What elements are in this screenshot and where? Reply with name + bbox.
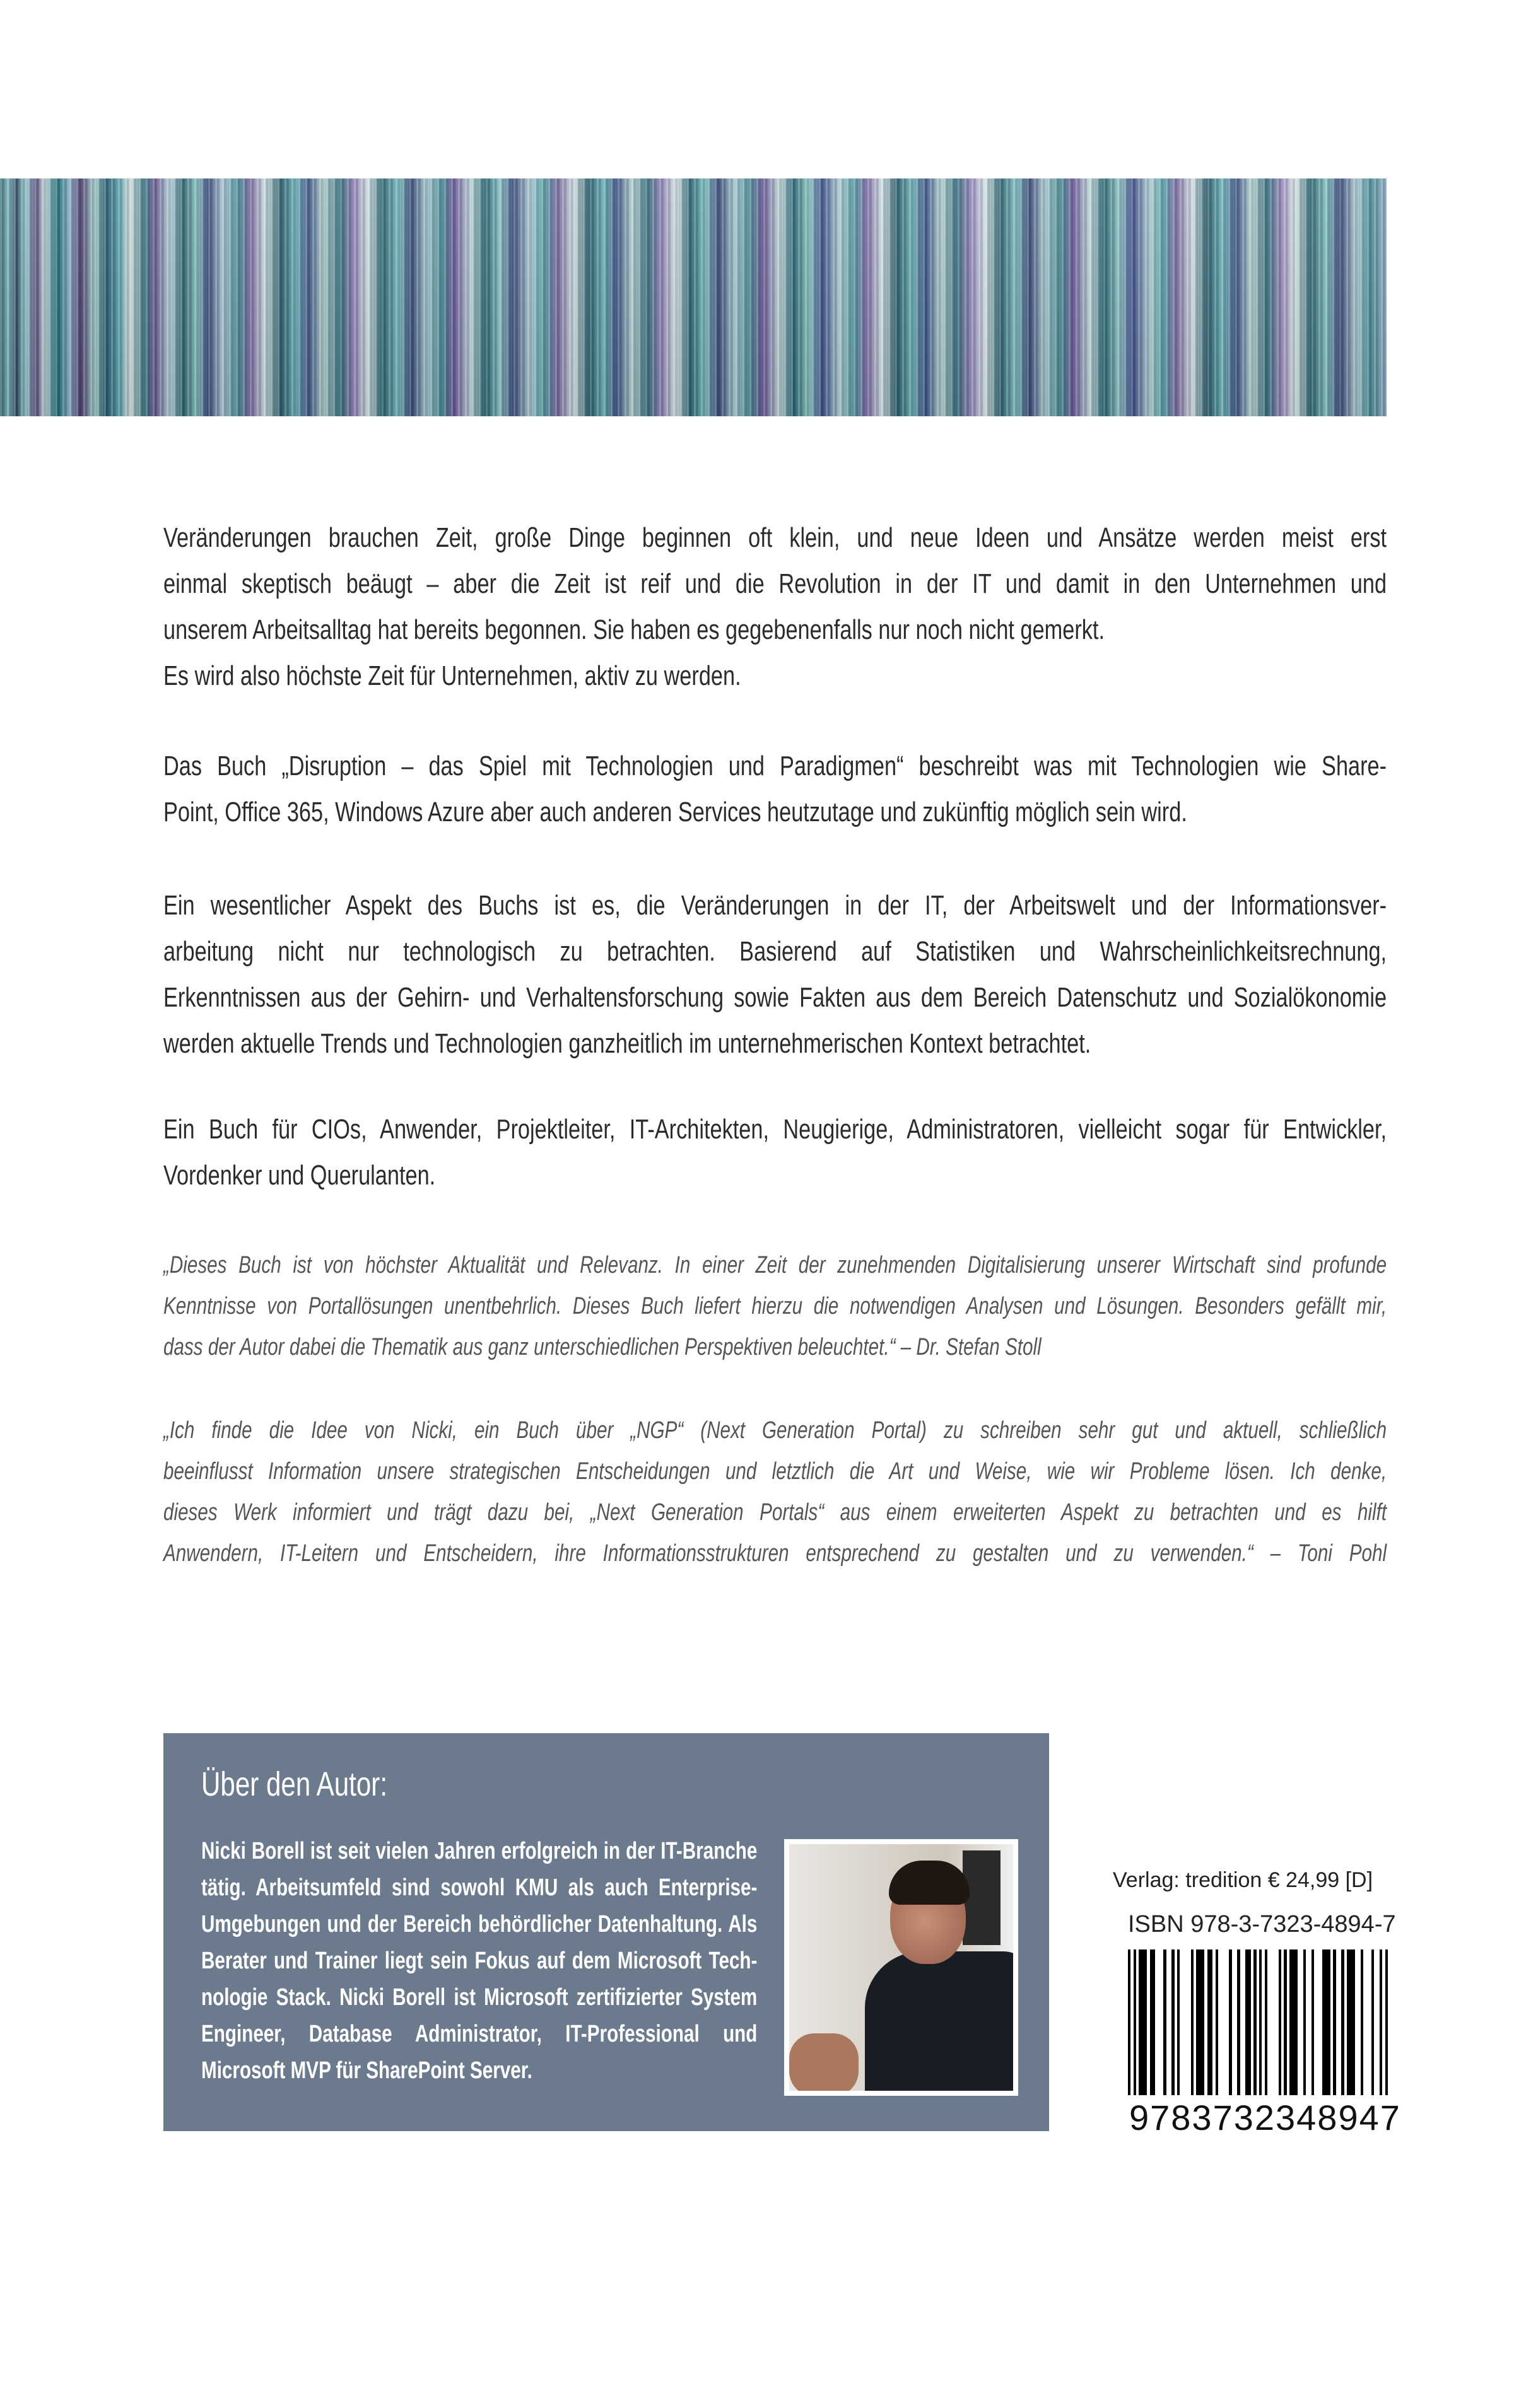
text-line: Das Buch „Disruption – das Spiel mit Technologien und Paradigmen“ beschreibt was mit Technologien wie Share- (163, 751, 1387, 781)
quote-stefan-stoll (163, 1245, 1387, 1368)
barcode-bar (1333, 1949, 1335, 2095)
barcode-bar (1380, 1949, 1382, 2095)
text-line: unserem Arbeitsalltag hat bereits begonnen. Sie haben es gegebenenfalls nur noch nicht gemerkt. (163, 614, 1105, 645)
author-heading: Über den Autor: (201, 1765, 388, 1803)
barcode-bar (1371, 1949, 1374, 2095)
barcode-bar (1207, 1949, 1213, 2095)
quote-line: „Ich finde die Idee von Nicki, ein Buch über „NGP“ (Next Generation Portal) zu schreiben sehr gut und aktuell, schließlich (163, 1417, 1387, 1444)
ean-barcode (1128, 1949, 1388, 2095)
ean-digits: 9783732348947 (1129, 2098, 1401, 2137)
text-line: Ein wesentlicher Aspekt des Buchs ist es, die Veränderungen in der IT, der Arbeitswelt und der Informationsver- (163, 890, 1387, 921)
barcode-bar (1163, 1949, 1166, 2095)
publisher-price: Verlag: tredition € 24,99 [D] (1113, 1868, 1373, 1892)
barcode-bar (1265, 1949, 1267, 2095)
text-line: einmal skeptisch beäugt – aber die Zeit ist reif und die Revolution in der IT und damit in den Unternehmen und (163, 568, 1387, 599)
quote-toni-pohl (163, 1410, 1387, 1574)
barcode-bar (1385, 1949, 1388, 2095)
barcode-bar (1322, 1949, 1330, 2095)
photo-person-body (865, 1951, 1018, 2096)
bio-line: Umgebungen und der Bereich behördlicher Datenhaltung. Als (201, 1911, 758, 1938)
bio-line: Berater und Trainer liegt sein Fokus auf dem Microsoft Tech- (201, 1948, 758, 1974)
barcode-bar (1196, 1949, 1204, 2095)
bio-line: Nicki Borell ist seit vielen Jahren erfolgreich in der IT-Branche (201, 1838, 758, 1864)
cover-stripe-banner (0, 178, 1387, 416)
description-paragraph-2 (163, 743, 1387, 835)
barcode-bar (1253, 1949, 1256, 2095)
quote-line: Kenntnisse von Portallösungen unentbehrlich. Dieses Buch liefert hierzu die notwendigen Analysen und Lösungen. Besonders gefällt mir, (163, 1293, 1387, 1319)
text-line: Vordenker und Querulanten. (163, 1160, 436, 1191)
quote-line: dieses Werk informiert und trägt dazu bei, „Next Generation Portals“ aus einem erweiterten Aspekt zu betrachten und es hilft (163, 1499, 1387, 1526)
barcode-bar (1134, 1949, 1136, 2095)
text-line: arbeitung nicht nur technologisch zu betrachten. Basierend auf Statistiken und Wahrscheinlichkeitsrechnung, (163, 936, 1387, 967)
barcode-bar (1312, 1949, 1314, 2095)
barcode-bar (1341, 1949, 1344, 2095)
barcode-bar (1245, 1949, 1251, 2095)
barcode-bar (1347, 1949, 1355, 2095)
barcode-bar (1279, 1949, 1281, 2095)
barcode-bar (1289, 1949, 1298, 2095)
barcode-bar (1128, 1949, 1130, 2095)
barcode-bar (1177, 1949, 1180, 2095)
barcode-bar (1150, 1949, 1156, 2095)
author-box (163, 1733, 1049, 2131)
quote-line: beeinflusst Information unsere strategischen Entscheidungen und letztlich die Art und Weise, wie wir Probleme lösen. Ich denke, (163, 1458, 1387, 1485)
barcode-bar (1216, 1949, 1218, 2095)
text-line: Ein Buch für CIOs, Anwender, Projektleiter, IT-Architekten, Neugierige, Administratoren, vielleicht sogar für Entwickler, (163, 1114, 1387, 1145)
barcode-bar (1284, 1949, 1286, 2095)
barcode-bar (1361, 1949, 1363, 2095)
photo-person-hand (789, 2033, 859, 2096)
author-photo (784, 1839, 1018, 2096)
quote-line: Anwendern, IT-Leitern und Entscheidern, ihre Informationsstrukturen entsprechend zu gestalten und zu verwenden.“ – Toni Pohl (163, 1540, 1387, 1567)
barcode-bar (1191, 1949, 1194, 2095)
description-paragraph-4 (163, 1106, 1387, 1198)
text-line: Erkenntnissen aus der Gehirn- und Verhaltensforschung sowie Fakten aus dem Bereich Datenschutz und Sozialökonomie (163, 982, 1387, 1013)
quote-line: „Dieses Buch ist von höchster Aktualität und Relevanz. In einer Zeit der zunehmenden Digitalisierung unserer Wirtschaft sind profunde (163, 1252, 1387, 1278)
quote-line: dass der Autor dabei die Thematik aus ganz unterschiedlichen Perspektiven beleuchtet.“ – Dr. Stefan Stoll (163, 1334, 1042, 1360)
barcode-bar (1139, 1949, 1147, 2095)
text-line: Es wird also höchste Zeit für Unternehmen, aktiv zu werden. (163, 660, 741, 691)
description-paragraph-3 (163, 882, 1387, 1067)
barcode-bar (1171, 1949, 1174, 2095)
bio-line: nologie Stack. Nicki Borell ist Microsoft zertifizierter System (201, 1984, 758, 2011)
text-line: Veränderungen brauchen Zeit, große Dinge beginnen oft klein, und neue Ideen und Ansätze werden meist erst (163, 522, 1387, 553)
bio-line: Engineer, Database Administrator, IT-Professional und (201, 2021, 758, 2047)
text-line: Point, Office 365, Windows Azure aber auch anderen Services heutzutage und zukünftig möglich sein wird. (163, 797, 1187, 827)
bio-line: Microsoft MVP für SharePoint Server. (201, 2057, 532, 2084)
text-line: werden aktuelle Trends und Technologien ganzheitlich im unternehmerischen Kontext betrachtet. (163, 1028, 1091, 1059)
barcode-bar (1229, 1949, 1231, 2095)
bio-line: tätig. Arbeitsumfeld sind sowohl KMU als auch Enterprise- (201, 1874, 758, 1901)
photo-person-hair (889, 1861, 970, 1905)
barcode-bar (1259, 1949, 1262, 2095)
isbn-label: ISBN 978-3-7323-4894-7 (1128, 1911, 1396, 1938)
description-paragraph-1 (163, 515, 1387, 699)
barcode-bar (1303, 1949, 1306, 2095)
barcode-bar (1237, 1949, 1240, 2095)
author-bio (201, 1833, 757, 2089)
